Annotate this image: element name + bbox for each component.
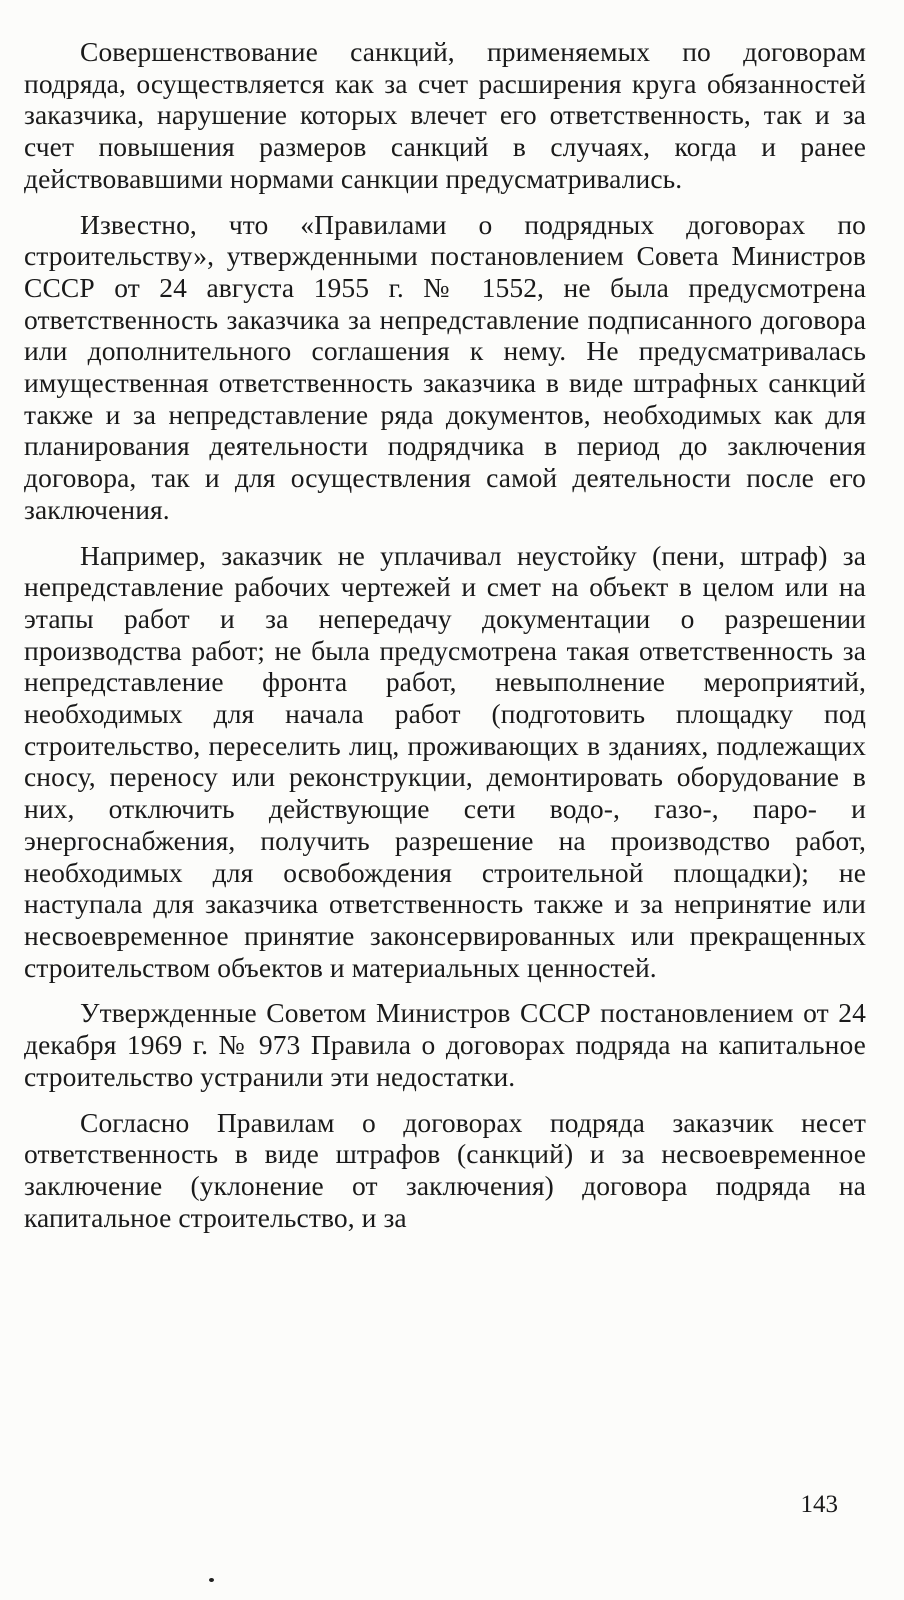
- print-speck-mark: [209, 1578, 214, 1582]
- paragraph-3: Например, заказчик не уплачивал неустойку (пени, штраф) за непредставление рабочих чертежей и смет на объект в целом или на этапы работ и за непередачу документации о разрешении производства работ; не была предусмотрена такая ответственность за непредставление фронта работ, невыполнение мероприятий, необходимых для начала работ (подготовить площадку под строительство, переселить лиц, проживающих в зданиях, подлежащих сносу, переносу или реконструкции, демонтировать оборудование в них, отключить действующие сети водо-, газо-, паро- и энергоснабжения, получить разрешение на производство работ, необходимых для освобождения строительной площадки); не наступала для заказчика ответственность также и за непринятие или несвоевременное принятие законсервированных или прекращенных строительством объектов и материальных ценностей.: [24, 539, 866, 983]
- paragraph-1: Совершенствование санкций, применяемых по договорам подряда, осуществляется как за счет расширения круга обязанностей заказчика, нарушение которых влечет его ответственность, так и за счет повышения размеров санкций в случаях, когда и ранее действовавшими нормами санкции предусматривались.: [24, 36, 866, 194]
- paragraph-5: Согласно Правилам о договорах подряда заказчик несет ответственность в виде штрафов (санкций) и за несвоевременное заключение (уклонение от заключения) договора подряда на капитальное строительство, и за: [24, 1106, 866, 1233]
- page-number: 143: [800, 1491, 838, 1518]
- paragraph-4: Утвержденные Советом Министров СССР постановлением от 24 декабря 1969 г. № 973 Правила о договорах подряда на капитальное строительство устранили эти недостатки.: [24, 997, 866, 1092]
- body-text: [24, 36, 866, 1247]
- paragraph-2: Известно, что «Правилами о подрядных договорах по строительству», утвержденными постановлением Совета Министров СССР от 24 августа 1955 г. № 1552, не была предусмотрена ответственность заказчика за непредставление подписанного договора или дополнительного соглашения к нему. Не предусматривалась имущественная ответственность заказчика в виде штрафных санкций также и за непредставление ряда документов, необходимых как для планирования деятельности подрядчика в период до заключения договора, так и для осуществления самой деятельности после его заключения.: [24, 208, 866, 525]
